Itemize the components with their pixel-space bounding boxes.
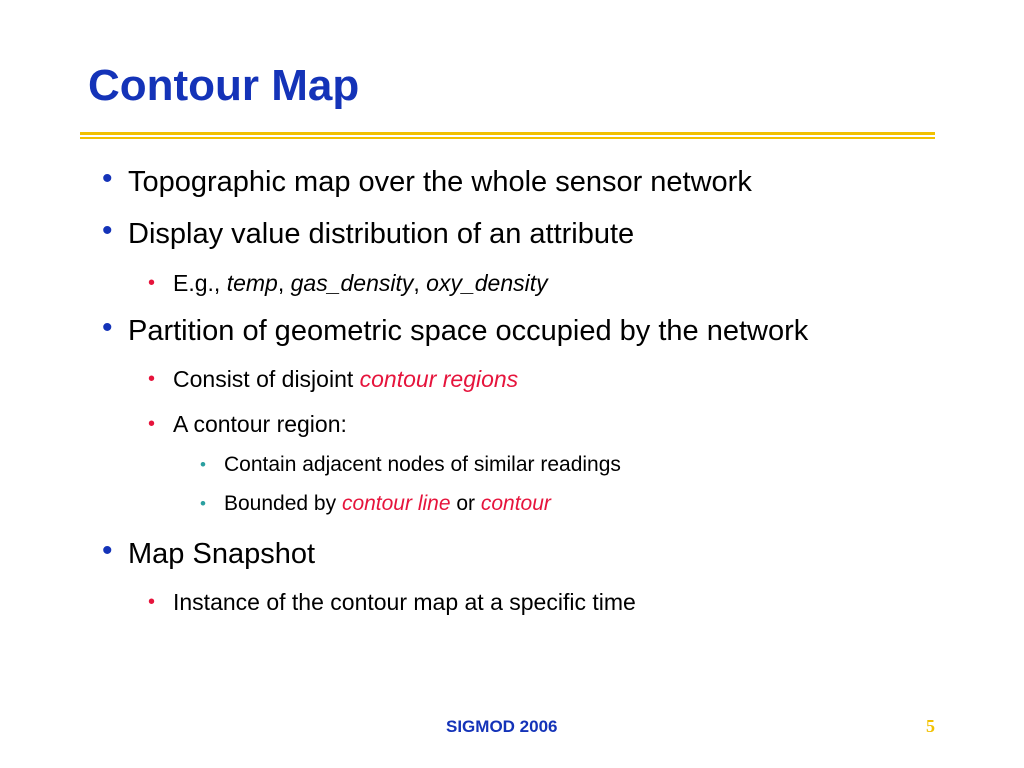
sub-bullet-dot-icon: •	[148, 272, 156, 294]
bullet-dot-icon: •	[102, 534, 113, 567]
example-gas-density: gas_density	[290, 270, 414, 296]
bullet-text: Display value distribution of an attribute	[128, 218, 635, 250]
term-contour-regions: contour regions	[359, 366, 519, 392]
sub-bullet-dot-icon: •	[148, 413, 156, 435]
bullet-text: Map Snapshot	[128, 538, 316, 570]
sub-bullet-text	[173, 270, 548, 297]
term-contour: contour	[480, 492, 551, 515]
example-oxy-density: oxy_density	[426, 270, 548, 296]
bullet-text: Topographic map over the whole sensor network	[128, 166, 752, 198]
text-prefix: Consist of disjoint	[173, 366, 360, 392]
sub-sub-bullet-text: Contain adjacent nodes of similar readings	[224, 453, 621, 476]
example-temp: temp	[226, 270, 278, 296]
example-prefix: E.g.,	[173, 270, 227, 296]
term-contour-line: contour line	[341, 492, 451, 515]
bullet-text: Partition of geometric space occupied by the network	[128, 315, 809, 347]
text-or: or	[450, 492, 481, 515]
sub-bullet-dot-icon: •	[148, 591, 156, 613]
title-divider-secondary	[80, 137, 935, 139]
sub-bullet-text: A contour region:	[173, 411, 347, 437]
page-number: 5	[926, 716, 935, 736]
separator: ,	[413, 270, 427, 296]
sub-sub-bullet-text	[224, 492, 551, 516]
bullet-dot-icon: •	[102, 214, 113, 247]
bullet-dot-icon: •	[102, 311, 113, 344]
slide-title: Contour Map	[88, 61, 360, 110]
sub-bullet-text: Instance of the contour map at a specific time	[173, 589, 636, 615]
sub-sub-bullet-dot-icon: •	[200, 455, 206, 474]
footer-conference: SIGMOD 2006	[446, 717, 558, 736]
bullet-dot-icon: •	[102, 162, 113, 195]
title-divider	[80, 132, 935, 135]
sub-bullet-text	[173, 366, 518, 393]
sub-sub-bullet-dot-icon: •	[200, 494, 206, 513]
sub-bullet-dot-icon: •	[148, 368, 156, 390]
text-prefix: Bounded by	[224, 492, 342, 515]
separator: ,	[277, 270, 291, 296]
